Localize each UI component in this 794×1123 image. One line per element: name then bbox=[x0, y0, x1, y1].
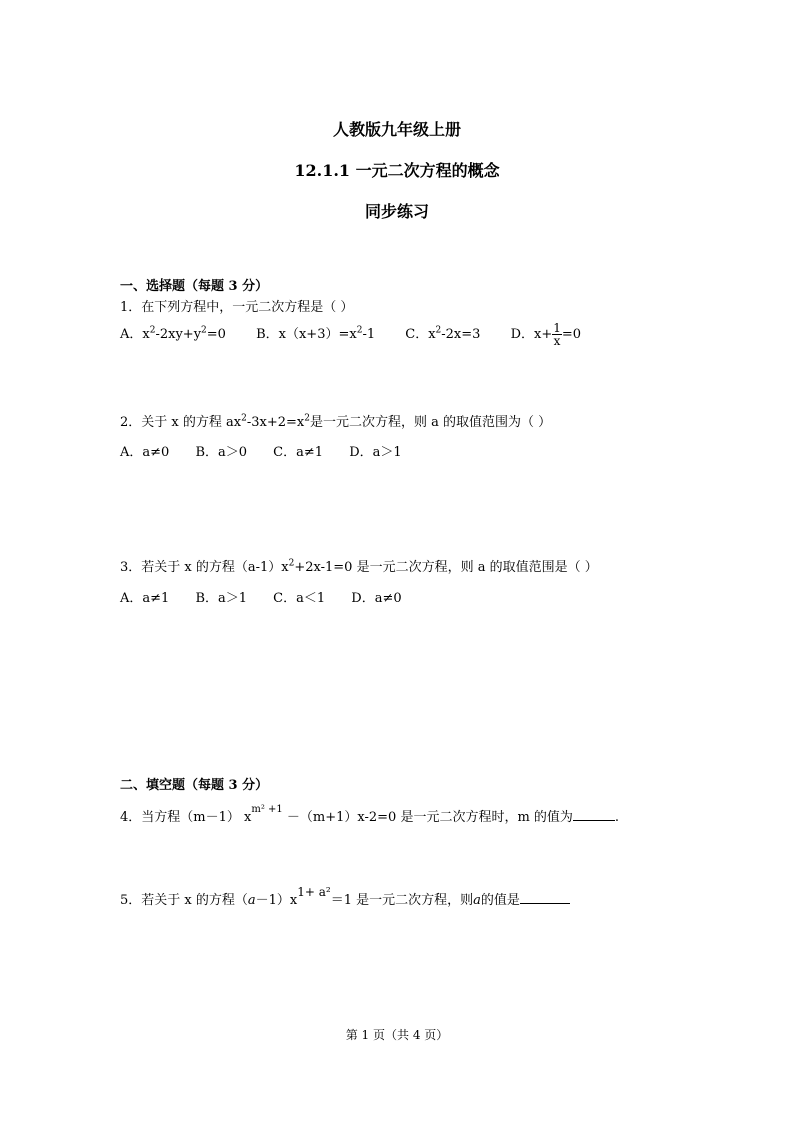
q2-option-a: A．a≠0 bbox=[120, 445, 170, 460]
doc-title-line3: 同步练习 bbox=[364, 202, 429, 221]
fraction-one-over-x: $\frac{1}{x}$ bbox=[553, 321, 561, 348]
doc-title-line2: 12.1.1 一元二次方程的概念 bbox=[294, 161, 500, 180]
question-4: 4．当方程（m－1） $x^{m^2 +1} -(m+1)x-2=0$ 是一元二次方程时，m 的值为 . bbox=[120, 803, 620, 825]
page-footer: 第 1 页（共 4 页） bbox=[345, 1028, 449, 1042]
q3-option-a: A．a≠1 bbox=[120, 591, 170, 606]
doc-title-line1: 人教版九年级上册 bbox=[332, 120, 461, 139]
answer-blank-5[interactable] bbox=[520, 903, 570, 904]
question-5: 5．若关于 x 的方程$(a-1)x^{1+ a^2}=1$ 是一元二次方程，则a的值是 bbox=[120, 889, 570, 908]
question-3-stem: 3．若关于 x 的方程$(a-1)x^2+2x-1=0$ 是一元二次方程，则 a 的取值范围是（ ） bbox=[120, 558, 598, 575]
q1-option-c: C．$x^2-2x=3$ bbox=[405, 325, 481, 342]
section-choice-title: 一、选择题（每题 3 分） bbox=[120, 279, 269, 294]
question-2-stem: 2．关于 x 的方程 $ax^2-3x+2=x^2$是一元二次方程，则 a 的取值范围为（ ） bbox=[120, 413, 552, 430]
question-1-options bbox=[120, 322, 607, 347]
q2-option-d: D．a＞1 bbox=[349, 445, 402, 460]
q2-option-b: B．a＞0 bbox=[195, 445, 248, 460]
section-fill-title: 二、填空题（每题 3 分） bbox=[120, 778, 269, 793]
q3-option-c: C．a＜1 bbox=[273, 591, 326, 606]
q3-option-b: B．a＞1 bbox=[195, 591, 248, 606]
question-3-options bbox=[120, 587, 428, 606]
q1-option-d: D．x+ $\frac{1}{x}$ =0 bbox=[510, 321, 582, 348]
answer-blank-4[interactable] bbox=[573, 820, 615, 821]
question-2-options bbox=[120, 441, 428, 460]
question-1-stem: 1．在下列方程中，一元二次方程是（ ） bbox=[120, 300, 354, 315]
q1-option-a: A．$x^2-2xy+y^2=0$ bbox=[120, 325, 226, 342]
q3-option-d: D．a≠0 bbox=[351, 591, 402, 606]
q2-option-c: C．a≠1 bbox=[273, 445, 324, 460]
q1-option-b: B．$x(x+3)=x^2-1$ bbox=[256, 325, 376, 342]
